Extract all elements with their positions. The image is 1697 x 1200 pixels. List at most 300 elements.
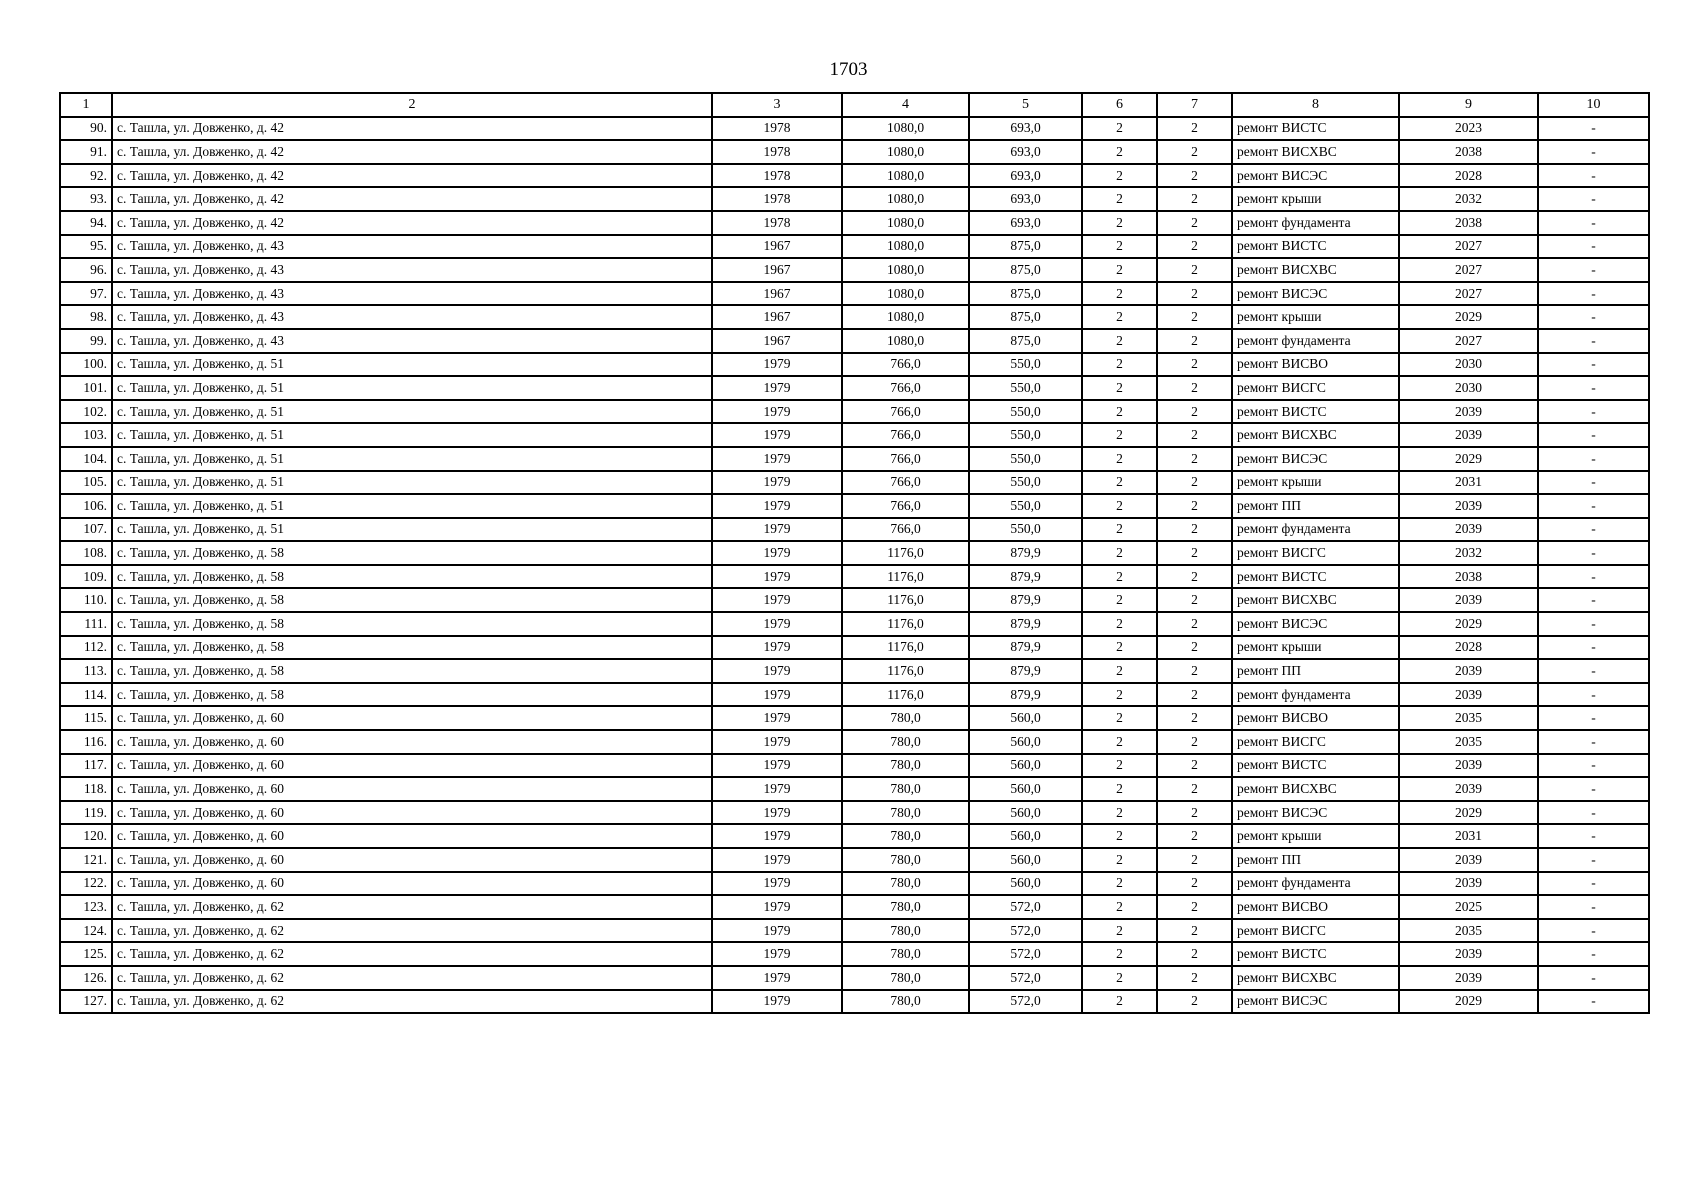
cell-build-year: 1979 [712, 636, 842, 660]
cell-entrances: 2 [1157, 659, 1232, 683]
cell-work-type: ремонт фундамента [1232, 211, 1399, 235]
cell-floors: 2 [1082, 376, 1157, 400]
cell-planned-year: 2023 [1399, 117, 1538, 141]
cell-build-year: 1979 [712, 494, 842, 518]
cell-work-type: ремонт ВИСХВС [1232, 966, 1399, 990]
table-body [60, 117, 1649, 1014]
cell-living-area: 550,0 [969, 494, 1082, 518]
cell-row-number: 91. [60, 140, 112, 164]
cell-living-area: 879,9 [969, 565, 1082, 589]
cell-living-area: 550,0 [969, 471, 1082, 495]
cell-address: с. Ташла, ул. Довженко, д. 51 [112, 376, 712, 400]
cell-planned-year: 2035 [1399, 706, 1538, 730]
cell-work-type: ремонт ВИСТС [1232, 942, 1399, 966]
cell-entrances: 2 [1157, 376, 1232, 400]
cell-row-number: 111. [60, 612, 112, 636]
cell-living-area: 560,0 [969, 754, 1082, 778]
cell-entrances: 2 [1157, 612, 1232, 636]
cell-entrances: 2 [1157, 990, 1232, 1014]
table-row [60, 683, 1649, 707]
cell-entrances: 2 [1157, 872, 1232, 896]
cell-work-type: ремонт ВИСГС [1232, 541, 1399, 565]
cell-floors: 2 [1082, 872, 1157, 896]
cell-living-area: 572,0 [969, 919, 1082, 943]
cell-row-number: 119. [60, 801, 112, 825]
cell-note: - [1538, 565, 1649, 589]
cell-address: с. Ташла, ул. Довженко, д. 62 [112, 990, 712, 1014]
cell-row-number: 110. [60, 588, 112, 612]
cell-total-area: 780,0 [842, 824, 969, 848]
cell-note: - [1538, 235, 1649, 259]
cell-note: - [1538, 872, 1649, 896]
cell-address: с. Ташла, ул. Довженко, д. 51 [112, 423, 712, 447]
cell-address: с. Ташла, ул. Довженко, д. 43 [112, 329, 712, 353]
cell-entrances: 2 [1157, 895, 1232, 919]
cell-floors: 2 [1082, 305, 1157, 329]
table-row [60, 494, 1649, 518]
cell-build-year: 1979 [712, 730, 842, 754]
cell-total-area: 1176,0 [842, 565, 969, 589]
cell-planned-year: 2039 [1399, 777, 1538, 801]
cell-row-number: 113. [60, 659, 112, 683]
cell-entrances: 2 [1157, 801, 1232, 825]
cell-work-type: ремонт фундамента [1232, 872, 1399, 896]
cell-row-number: 93. [60, 187, 112, 211]
cell-row-number: 90. [60, 117, 112, 141]
cell-planned-year: 2031 [1399, 824, 1538, 848]
cell-address: с. Ташла, ул. Довженко, д. 58 [112, 683, 712, 707]
cell-address: с. Ташла, ул. Довженко, д. 60 [112, 730, 712, 754]
cell-total-area: 780,0 [842, 848, 969, 872]
cell-entrances: 2 [1157, 117, 1232, 141]
cell-address: с. Ташла, ул. Довженко, д. 42 [112, 117, 712, 141]
cell-living-area: 560,0 [969, 801, 1082, 825]
cell-note: - [1538, 329, 1649, 353]
cell-row-number: 103. [60, 423, 112, 447]
cell-floors: 2 [1082, 895, 1157, 919]
table-row [60, 706, 1649, 730]
cell-total-area: 1176,0 [842, 636, 969, 660]
cell-build-year: 1979 [712, 990, 842, 1014]
cell-living-area: 879,9 [969, 636, 1082, 660]
table-row [60, 636, 1649, 660]
table-row [60, 777, 1649, 801]
cell-note: - [1538, 706, 1649, 730]
cell-living-area: 550,0 [969, 353, 1082, 377]
cell-planned-year: 2030 [1399, 353, 1538, 377]
cell-address: с. Ташла, ул. Довженко, д. 58 [112, 612, 712, 636]
cell-row-number: 109. [60, 565, 112, 589]
cell-build-year: 1979 [712, 353, 842, 377]
cell-total-area: 1080,0 [842, 258, 969, 282]
cell-planned-year: 2027 [1399, 282, 1538, 306]
cell-living-area: 875,0 [969, 258, 1082, 282]
table-row [60, 211, 1649, 235]
cell-address: с. Ташла, ул. Довженко, д. 58 [112, 541, 712, 565]
cell-work-type: ремонт ВИСГС [1232, 919, 1399, 943]
cell-floors: 2 [1082, 659, 1157, 683]
cell-note: - [1538, 683, 1649, 707]
cell-address: с. Ташла, ул. Довженко, д. 43 [112, 235, 712, 259]
cell-row-number: 105. [60, 471, 112, 495]
cell-note: - [1538, 919, 1649, 943]
cell-floors: 2 [1082, 588, 1157, 612]
cell-build-year: 1979 [712, 872, 842, 896]
cell-living-area: 693,0 [969, 164, 1082, 188]
table-row [60, 990, 1649, 1014]
cell-work-type: ремонт ВИСВО [1232, 353, 1399, 377]
cell-total-area: 1080,0 [842, 211, 969, 235]
cell-living-area: 875,0 [969, 305, 1082, 329]
table-row [60, 754, 1649, 778]
cell-row-number: 126. [60, 966, 112, 990]
cell-total-area: 1176,0 [842, 612, 969, 636]
cell-row-number: 127. [60, 990, 112, 1014]
cell-total-area: 766,0 [842, 353, 969, 377]
cell-note: - [1538, 258, 1649, 282]
cell-build-year: 1978 [712, 117, 842, 141]
cell-total-area: 766,0 [842, 518, 969, 542]
cell-work-type: ремонт фундамента [1232, 329, 1399, 353]
cell-floors: 2 [1082, 258, 1157, 282]
cell-floors: 2 [1082, 990, 1157, 1014]
cell-floors: 2 [1082, 848, 1157, 872]
cell-work-type: ремонт ВИСТС [1232, 117, 1399, 141]
column-number-header-row [60, 93, 1649, 117]
cell-floors: 2 [1082, 706, 1157, 730]
cell-entrances: 2 [1157, 305, 1232, 329]
column-header-7: 7 [1157, 93, 1232, 117]
table-row [60, 400, 1649, 424]
table-row [60, 305, 1649, 329]
table-row [60, 942, 1649, 966]
cell-floors: 2 [1082, 683, 1157, 707]
cell-work-type: ремонт ПП [1232, 848, 1399, 872]
cell-work-type: ремонт крыши [1232, 636, 1399, 660]
cell-living-area: 572,0 [969, 942, 1082, 966]
cell-entrances: 2 [1157, 942, 1232, 966]
cell-address: с. Ташла, ул. Довженко, д. 51 [112, 494, 712, 518]
cell-address: с. Ташла, ул. Довженко, д. 60 [112, 777, 712, 801]
cell-entrances: 2 [1157, 706, 1232, 730]
cell-row-number: 125. [60, 942, 112, 966]
cell-work-type: ремонт ПП [1232, 659, 1399, 683]
cell-floors: 2 [1082, 730, 1157, 754]
cell-living-area: 560,0 [969, 824, 1082, 848]
cell-address: с. Ташла, ул. Довженко, д. 62 [112, 895, 712, 919]
cell-address: с. Ташла, ул. Довженко, д. 58 [112, 565, 712, 589]
cell-row-number: 104. [60, 447, 112, 471]
cell-entrances: 2 [1157, 777, 1232, 801]
table-row [60, 824, 1649, 848]
cell-entrances: 2 [1157, 423, 1232, 447]
cell-work-type: ремонт ВИСТС [1232, 400, 1399, 424]
table-row [60, 258, 1649, 282]
cell-note: - [1538, 518, 1649, 542]
cell-floors: 2 [1082, 494, 1157, 518]
table-row [60, 329, 1649, 353]
cell-floors: 2 [1082, 518, 1157, 542]
cell-entrances: 2 [1157, 518, 1232, 542]
cell-planned-year: 2029 [1399, 990, 1538, 1014]
cell-total-area: 780,0 [842, 895, 969, 919]
cell-work-type: ремонт ВИСЭС [1232, 990, 1399, 1014]
cell-address: с. Ташла, ул. Довженко, д. 60 [112, 754, 712, 778]
cell-build-year: 1979 [712, 447, 842, 471]
cell-living-area: 879,9 [969, 541, 1082, 565]
cell-floors: 2 [1082, 801, 1157, 825]
cell-note: - [1538, 895, 1649, 919]
cell-address: с. Ташла, ул. Довженко, д. 58 [112, 659, 712, 683]
cell-living-area: 550,0 [969, 423, 1082, 447]
cell-note: - [1538, 824, 1649, 848]
cell-floors: 2 [1082, 187, 1157, 211]
cell-living-area: 693,0 [969, 140, 1082, 164]
cell-planned-year: 2031 [1399, 471, 1538, 495]
cell-total-area: 780,0 [842, 754, 969, 778]
cell-entrances: 2 [1157, 588, 1232, 612]
cell-living-area: 560,0 [969, 872, 1082, 896]
cell-row-number: 102. [60, 400, 112, 424]
cell-entrances: 2 [1157, 683, 1232, 707]
cell-floors: 2 [1082, 282, 1157, 306]
cell-build-year: 1979 [712, 824, 842, 848]
cell-total-area: 766,0 [842, 376, 969, 400]
cell-total-area: 780,0 [842, 942, 969, 966]
cell-floors: 2 [1082, 942, 1157, 966]
cell-planned-year: 2035 [1399, 919, 1538, 943]
cell-work-type: ремонт ВИСВО [1232, 895, 1399, 919]
cell-note: - [1538, 305, 1649, 329]
cell-planned-year: 2038 [1399, 211, 1538, 235]
cell-planned-year: 2039 [1399, 659, 1538, 683]
cell-address: с. Ташла, ул. Довженко, д. 43 [112, 282, 712, 306]
cell-row-number: 124. [60, 919, 112, 943]
cell-work-type: ремонт фундамента [1232, 518, 1399, 542]
cell-build-year: 1967 [712, 329, 842, 353]
cell-note: - [1538, 659, 1649, 683]
table-row [60, 187, 1649, 211]
cell-planned-year: 2038 [1399, 140, 1538, 164]
cell-address: с. Ташла, ул. Довженко, д. 58 [112, 588, 712, 612]
cell-work-type: ремонт ВИСТС [1232, 754, 1399, 778]
cell-living-area: 560,0 [969, 706, 1082, 730]
cell-planned-year: 2035 [1399, 730, 1538, 754]
cell-entrances: 2 [1157, 211, 1232, 235]
cell-row-number: 106. [60, 494, 112, 518]
table-row [60, 848, 1649, 872]
cell-planned-year: 2039 [1399, 872, 1538, 896]
cell-row-number: 108. [60, 541, 112, 565]
cell-planned-year: 2039 [1399, 848, 1538, 872]
cell-address: с. Ташла, ул. Довженко, д. 43 [112, 258, 712, 282]
cell-build-year: 1979 [712, 518, 842, 542]
cell-total-area: 1080,0 [842, 235, 969, 259]
cell-planned-year: 2028 [1399, 636, 1538, 660]
cell-planned-year: 2039 [1399, 423, 1538, 447]
table-row [60, 423, 1649, 447]
cell-note: - [1538, 140, 1649, 164]
cell-build-year: 1979 [712, 471, 842, 495]
table-row [60, 518, 1649, 542]
cell-planned-year: 2032 [1399, 541, 1538, 565]
cell-address: с. Ташла, ул. Довженко, д. 51 [112, 471, 712, 495]
cell-note: - [1538, 282, 1649, 306]
cell-row-number: 122. [60, 872, 112, 896]
cell-row-number: 92. [60, 164, 112, 188]
cell-living-area: 879,9 [969, 659, 1082, 683]
cell-planned-year: 2029 [1399, 447, 1538, 471]
cell-total-area: 766,0 [842, 400, 969, 424]
repair-schedule-table [59, 92, 1650, 1014]
cell-build-year: 1979 [712, 801, 842, 825]
cell-entrances: 2 [1157, 140, 1232, 164]
table-row [60, 164, 1649, 188]
cell-entrances: 2 [1157, 447, 1232, 471]
cell-build-year: 1978 [712, 164, 842, 188]
cell-planned-year: 2025 [1399, 895, 1538, 919]
cell-total-area: 1176,0 [842, 683, 969, 707]
cell-work-type: ремонт крыши [1232, 305, 1399, 329]
cell-work-type: ремонт крыши [1232, 824, 1399, 848]
cell-entrances: 2 [1157, 187, 1232, 211]
cell-planned-year: 2027 [1399, 329, 1538, 353]
table-row [60, 659, 1649, 683]
table-row [60, 235, 1649, 259]
cell-living-area: 550,0 [969, 376, 1082, 400]
cell-note: - [1538, 400, 1649, 424]
cell-work-type: ремонт крыши [1232, 471, 1399, 495]
cell-build-year: 1979 [712, 659, 842, 683]
cell-row-number: 120. [60, 824, 112, 848]
table-row [60, 730, 1649, 754]
cell-work-type: ремонт ВИСГС [1232, 376, 1399, 400]
cell-note: - [1538, 990, 1649, 1014]
cell-address: с. Ташла, ул. Довженко, д. 60 [112, 824, 712, 848]
column-header-10: 10 [1538, 93, 1649, 117]
cell-entrances: 2 [1157, 824, 1232, 848]
cell-total-area: 780,0 [842, 777, 969, 801]
cell-planned-year: 2039 [1399, 518, 1538, 542]
cell-work-type: ремонт ВИСТС [1232, 235, 1399, 259]
cell-build-year: 1979 [712, 400, 842, 424]
cell-work-type: ремонт ПП [1232, 494, 1399, 518]
column-header-6: 6 [1082, 93, 1157, 117]
cell-address: с. Ташла, ул. Довженко, д. 51 [112, 353, 712, 377]
cell-entrances: 2 [1157, 471, 1232, 495]
column-header-9: 9 [1399, 93, 1538, 117]
cell-note: - [1538, 187, 1649, 211]
cell-row-number: 95. [60, 235, 112, 259]
table-row [60, 471, 1649, 495]
cell-note: - [1538, 777, 1649, 801]
cell-entrances: 2 [1157, 494, 1232, 518]
cell-note: - [1538, 612, 1649, 636]
cell-build-year: 1979 [712, 966, 842, 990]
table-row [60, 376, 1649, 400]
cell-work-type: ремонт ВИСХВС [1232, 258, 1399, 282]
cell-entrances: 2 [1157, 848, 1232, 872]
cell-work-type: ремонт крыши [1232, 187, 1399, 211]
cell-entrances: 2 [1157, 541, 1232, 565]
cell-build-year: 1979 [712, 777, 842, 801]
cell-row-number: 112. [60, 636, 112, 660]
cell-living-area: 572,0 [969, 966, 1082, 990]
cell-note: - [1538, 942, 1649, 966]
cell-living-area: 879,9 [969, 588, 1082, 612]
cell-total-area: 780,0 [842, 919, 969, 943]
cell-planned-year: 2029 [1399, 801, 1538, 825]
cell-address: с. Ташла, ул. Довженко, д. 60 [112, 872, 712, 896]
cell-row-number: 121. [60, 848, 112, 872]
cell-work-type: ремонт ВИСХВС [1232, 140, 1399, 164]
cell-row-number: 99. [60, 329, 112, 353]
cell-build-year: 1979 [712, 942, 842, 966]
cell-total-area: 766,0 [842, 494, 969, 518]
cell-living-area: 693,0 [969, 211, 1082, 235]
cell-planned-year: 2039 [1399, 942, 1538, 966]
cell-floors: 2 [1082, 235, 1157, 259]
cell-row-number: 118. [60, 777, 112, 801]
cell-living-area: 875,0 [969, 235, 1082, 259]
cell-entrances: 2 [1157, 329, 1232, 353]
cell-row-number: 115. [60, 706, 112, 730]
cell-address: с. Ташла, ул. Довженко, д. 51 [112, 518, 712, 542]
cell-living-area: 693,0 [969, 187, 1082, 211]
cell-address: с. Ташла, ул. Довженко, д. 51 [112, 400, 712, 424]
cell-planned-year: 2039 [1399, 400, 1538, 424]
cell-planned-year: 2039 [1399, 754, 1538, 778]
cell-floors: 2 [1082, 164, 1157, 188]
cell-row-number: 94. [60, 211, 112, 235]
cell-build-year: 1978 [712, 140, 842, 164]
cell-build-year: 1978 [712, 187, 842, 211]
cell-living-area: 572,0 [969, 895, 1082, 919]
cell-address: с. Ташла, ул. Довженко, д. 62 [112, 919, 712, 943]
cell-total-area: 1080,0 [842, 329, 969, 353]
cell-note: - [1538, 588, 1649, 612]
cell-total-area: 766,0 [842, 447, 969, 471]
cell-floors: 2 [1082, 211, 1157, 235]
cell-floors: 2 [1082, 919, 1157, 943]
cell-entrances: 2 [1157, 754, 1232, 778]
cell-address: с. Ташла, ул. Довженко, д. 60 [112, 706, 712, 730]
cell-note: - [1538, 636, 1649, 660]
cell-living-area: 693,0 [969, 117, 1082, 141]
cell-build-year: 1979 [712, 754, 842, 778]
cell-build-year: 1979 [712, 588, 842, 612]
cell-floors: 2 [1082, 754, 1157, 778]
cell-row-number: 96. [60, 258, 112, 282]
cell-total-area: 780,0 [842, 801, 969, 825]
cell-living-area: 879,9 [969, 612, 1082, 636]
cell-note: - [1538, 471, 1649, 495]
cell-work-type: ремонт ВИСГС [1232, 730, 1399, 754]
cell-total-area: 1080,0 [842, 305, 969, 329]
table-row [60, 966, 1649, 990]
cell-row-number: 97. [60, 282, 112, 306]
cell-row-number: 123. [60, 895, 112, 919]
cell-work-type: ремонт ВИСХВС [1232, 588, 1399, 612]
cell-note: - [1538, 730, 1649, 754]
cell-build-year: 1967 [712, 282, 842, 306]
cell-row-number: 98. [60, 305, 112, 329]
cell-planned-year: 2039 [1399, 966, 1538, 990]
cell-note: - [1538, 376, 1649, 400]
cell-build-year: 1979 [712, 848, 842, 872]
cell-total-area: 1080,0 [842, 164, 969, 188]
cell-floors: 2 [1082, 140, 1157, 164]
